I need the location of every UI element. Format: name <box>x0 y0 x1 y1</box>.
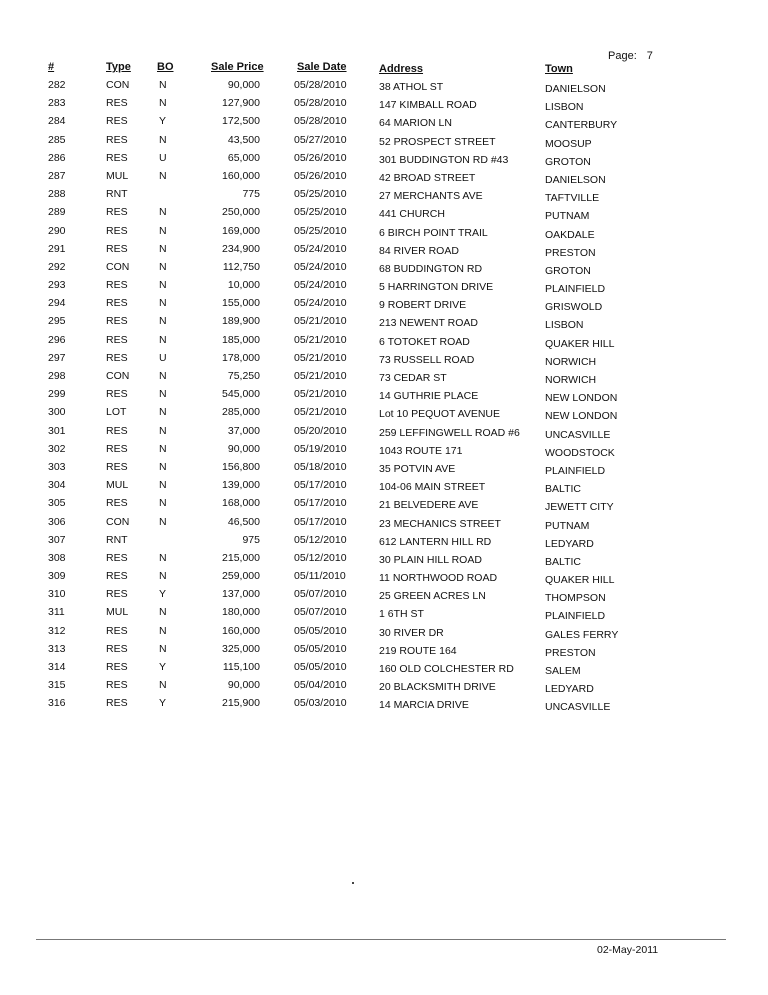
row-sale-price: 90,000 <box>227 442 260 455</box>
row-address: 301 BUDDINGTON RD #43 <box>379 153 509 166</box>
row-sale-date: 05/17/2010 <box>294 497 347 510</box>
row-type: RES <box>106 642 128 655</box>
row-bo: N <box>159 551 167 564</box>
row-sale-price: 180,000 <box>222 606 260 619</box>
row-sale-date: 05/12/2010 <box>294 533 347 546</box>
row-sale-price: 160,000 <box>222 624 260 637</box>
row-sale-date: 05/21/2010 <box>294 388 347 401</box>
table-row <box>0 240 768 258</box>
row-type: CON <box>106 260 130 273</box>
row-sale-date: 05/25/2010 <box>294 188 347 201</box>
row-type: CON <box>106 515 130 528</box>
row-sale-price: 234,900 <box>222 242 260 255</box>
row-number: 295 <box>48 315 66 328</box>
row-type: MUL <box>106 479 129 492</box>
row-town: LEDYARD <box>545 537 594 550</box>
row-number: 283 <box>48 97 66 110</box>
row-sale-date: 05/11/2010 <box>294 570 346 583</box>
row-address: 14 MARCIA DRIVE <box>379 699 469 712</box>
row-type: MUL <box>106 606 129 619</box>
row-town: GALES FERRY <box>545 628 619 641</box>
row-type: RES <box>106 497 128 510</box>
row-bo: Y <box>159 588 167 601</box>
row-sale-date: 05/24/2010 <box>294 260 347 273</box>
row-bo: N <box>159 224 167 237</box>
row-town: PLAINFIELD <box>545 464 606 477</box>
header-bo: BO <box>157 61 174 73</box>
row-address: 64 MARION LN <box>379 117 452 130</box>
row-sale-price: 155,000 <box>222 297 260 310</box>
row-number: 290 <box>48 224 66 237</box>
table-row <box>0 94 768 112</box>
table-header <box>0 61 768 75</box>
row-bo: Y <box>159 697 167 710</box>
row-town: NEW LONDON <box>545 410 618 423</box>
row-number: 315 <box>48 679 66 692</box>
row-sale-price: 185,000 <box>222 333 260 346</box>
header-town: Town <box>545 63 573 75</box>
row-address: 441 CHURCH <box>379 208 445 221</box>
row-town: SALEM <box>545 665 581 677</box>
table-row <box>0 494 768 512</box>
header-number: # <box>48 61 55 73</box>
row-sale-date: 05/19/2010 <box>294 442 347 455</box>
row-bo: N <box>159 606 167 619</box>
row-sale-price: 75,250 <box>227 370 260 382</box>
sales-table-body <box>0 76 768 713</box>
row-address: 612 LANTERN HILL RD <box>379 535 492 548</box>
row-sale-date: 05/17/2010 <box>294 515 347 528</box>
table-row <box>0 276 768 294</box>
scan-speck <box>352 882 354 884</box>
row-town: WOODSTOCK <box>545 446 615 459</box>
row-bo: N <box>159 260 167 273</box>
row-address: 5 HARRINGTON DRIVE <box>379 281 494 294</box>
row-town: GROTON <box>545 264 591 277</box>
row-number: 299 <box>48 388 66 401</box>
row-type: RES <box>106 624 128 637</box>
row-address: 9 ROBERT DRIVE <box>379 299 467 312</box>
row-address: 30 RIVER DR <box>379 626 444 639</box>
row-bo: N <box>159 424 167 437</box>
row-address: 219 ROUTE 164 <box>379 644 457 657</box>
row-address: 52 PROSPECT STREET <box>379 135 496 148</box>
row-number: 288 <box>48 188 66 201</box>
table-row <box>0 567 768 585</box>
table-row <box>0 422 768 440</box>
row-type: RES <box>106 388 128 401</box>
table-row <box>0 76 768 94</box>
row-type: RNT <box>106 188 128 201</box>
row-town: LISBON <box>545 319 584 332</box>
row-bo: N <box>159 497 167 510</box>
row-sale-date: 05/28/2010 <box>294 79 347 91</box>
row-bo: N <box>159 206 167 219</box>
row-bo: U <box>159 151 167 164</box>
row-sale-date: 05/24/2010 <box>294 297 347 310</box>
row-town: JEWETT CITY <box>545 501 614 514</box>
row-bo: N <box>159 333 167 346</box>
row-bo: N <box>159 79 167 91</box>
row-sale-date: 05/21/2010 <box>294 406 347 419</box>
row-sale-price: 65,000 <box>227 151 260 164</box>
row-type: RES <box>106 97 128 110</box>
row-bo: N <box>159 297 167 310</box>
row-sale-date: 05/12/2010 <box>294 551 347 564</box>
row-sale-price: 975 <box>242 533 260 546</box>
row-sale-date: 05/21/2010 <box>294 351 347 364</box>
table-row <box>0 312 768 330</box>
row-sale-price: 160,000 <box>222 169 260 182</box>
row-town: PLAINFIELD <box>545 610 606 623</box>
row-town: BALTIC <box>545 555 581 568</box>
row-number: 309 <box>48 570 66 583</box>
row-address: 38 ATHOL ST <box>379 81 444 93</box>
row-address: Lot 10 PEQUOT AVENUE <box>379 408 500 421</box>
row-sale-date: 05/05/2010 <box>294 624 347 637</box>
row-sale-price: 115,100 <box>222 661 260 673</box>
row-bo: N <box>159 624 167 637</box>
row-bo: N <box>159 279 167 292</box>
row-address: 73 CEDAR ST <box>379 372 447 384</box>
row-type: CON <box>106 79 130 91</box>
row-bo: N <box>159 406 167 419</box>
row-number: 292 <box>48 260 66 273</box>
row-sale-price: 250,000 <box>222 206 260 219</box>
row-address: 1043 ROUTE 171 <box>379 444 463 457</box>
row-type: RES <box>106 224 128 237</box>
header-type: Type <box>106 61 131 73</box>
row-bo: N <box>159 460 167 473</box>
row-sale-price: 545,000 <box>222 388 260 401</box>
row-number: 287 <box>48 169 66 182</box>
row-type: RES <box>106 661 128 673</box>
row-sale-price: 90,000 <box>227 679 260 692</box>
row-type: LOT <box>106 406 127 419</box>
row-address: 1 6TH ST <box>379 608 424 621</box>
row-bo: N <box>159 370 167 382</box>
row-bo: N <box>159 388 167 401</box>
row-type: RES <box>106 333 128 346</box>
row-sale-price: 168,000 <box>222 497 260 510</box>
row-town: BALTIC <box>545 483 581 496</box>
row-address: 104-06 MAIN STREET <box>379 481 486 494</box>
footer-divider <box>36 939 726 940</box>
row-number: 304 <box>48 479 66 492</box>
footer-date: 02-May-2011 <box>597 944 659 956</box>
row-address: 42 BROAD STREET <box>379 171 476 184</box>
page-label: Page: <box>608 50 637 62</box>
row-sale-date: 05/21/2010 <box>294 333 347 346</box>
row-town: QUAKER HILL <box>545 574 615 587</box>
table-row <box>0 331 768 349</box>
row-sale-date: 05/28/2010 <box>294 115 347 128</box>
row-number: 285 <box>48 133 66 146</box>
table-row <box>0 549 768 567</box>
row-sale-date: 05/28/2010 <box>294 97 347 110</box>
row-town: PRESTON <box>545 246 596 259</box>
row-sale-date: 05/04/2010 <box>294 679 347 692</box>
row-number: 301 <box>48 424 66 437</box>
row-address: 20 BLACKSMITH DRIVE <box>379 681 496 694</box>
row-town: DANIELSON <box>545 173 606 186</box>
row-number: 307 <box>48 533 66 546</box>
row-sale-price: 215,900 <box>222 697 260 710</box>
row-number: 298 <box>48 370 66 382</box>
table-row <box>0 676 768 694</box>
row-number: 316 <box>48 697 66 710</box>
header-sale-date: Sale Date <box>297 61 347 73</box>
page-number: 7 <box>646 50 653 62</box>
row-address: 35 POTVIN AVE <box>379 462 456 475</box>
row-number: 303 <box>48 460 66 473</box>
table-row <box>0 149 768 167</box>
row-number: 302 <box>48 442 66 455</box>
row-bo: N <box>159 570 167 583</box>
row-sale-date: 05/26/2010 <box>294 151 347 164</box>
row-number: 311 <box>48 606 65 619</box>
row-bo: N <box>159 679 167 692</box>
row-sale-date: 05/07/2010 <box>294 588 347 601</box>
row-type: RES <box>106 442 128 455</box>
row-sale-date: 05/21/2010 <box>294 370 347 382</box>
row-sale-price: 172,500 <box>222 115 260 128</box>
row-sale-price: 285,000 <box>222 406 260 419</box>
row-sale-date: 05/26/2010 <box>294 169 347 182</box>
header-sale-price: Sale Price <box>211 61 264 73</box>
row-type: RES <box>106 242 128 255</box>
row-type: RES <box>106 115 128 128</box>
table-row <box>0 622 768 640</box>
row-address: 14 GUTHRIE PLACE <box>379 390 479 403</box>
row-town: MOOSUP <box>545 137 592 150</box>
row-sale-price: 137,000 <box>222 588 260 601</box>
row-sale-date: 05/25/2010 <box>294 206 347 219</box>
table-row <box>0 585 768 603</box>
row-type: RES <box>106 351 128 364</box>
row-address: 27 MERCHANTS AVE <box>379 190 483 203</box>
table-row <box>0 185 768 203</box>
row-sale-price: 37,000 <box>227 424 260 437</box>
row-address: 6 BIRCH POINT TRAIL <box>379 226 488 239</box>
row-type: RES <box>106 551 128 564</box>
row-sale-price: 169,000 <box>222 224 260 237</box>
row-number: 310 <box>48 588 66 601</box>
row-number: 294 <box>48 297 66 310</box>
row-sale-date: 05/25/2010 <box>294 224 347 237</box>
row-number: 313 <box>48 642 66 655</box>
row-town: DANIELSON <box>545 83 606 95</box>
row-bo: N <box>159 442 167 455</box>
row-sale-price: 43,500 <box>227 133 260 146</box>
table-row <box>0 694 768 712</box>
row-number: 306 <box>48 515 66 528</box>
table-row <box>0 640 768 658</box>
row-town: LEDYARD <box>545 683 594 696</box>
row-number: 291 <box>48 242 66 255</box>
row-type: RES <box>106 570 128 583</box>
row-town: NEW LONDON <box>545 392 618 405</box>
row-number: 314 <box>48 661 66 673</box>
row-bo: Y <box>159 115 167 128</box>
row-bo: N <box>159 242 167 255</box>
row-address: 11 NORTHWOOD ROAD <box>379 572 498 585</box>
row-address: 73 RUSSELL ROAD <box>379 353 475 366</box>
table-row <box>0 603 768 621</box>
row-address: 213 NEWENT ROAD <box>379 317 478 330</box>
row-town: THOMPSON <box>545 592 606 605</box>
row-address: 84 RIVER ROAD <box>379 244 459 257</box>
row-type: RES <box>106 697 128 710</box>
table-row <box>0 294 768 312</box>
row-bo: N <box>159 515 167 528</box>
row-town: PUTNAM <box>545 210 590 223</box>
header-address: Address <box>379 63 424 75</box>
table-row <box>0 349 768 367</box>
row-sale-date: 05/21/2010 <box>294 315 347 328</box>
row-type: RES <box>106 206 128 219</box>
row-sale-price: 325,000 <box>222 642 260 655</box>
row-sale-date: 05/05/2010 <box>294 661 347 673</box>
row-sale-price: 156,800 <box>222 460 260 473</box>
row-town: GRISWOLD <box>545 301 603 314</box>
row-town: NORWICH <box>545 374 597 386</box>
row-address: 147 KIMBALL ROAD <box>379 99 477 112</box>
row-number: 296 <box>48 333 66 346</box>
row-type: RES <box>106 133 128 146</box>
table-row <box>0 403 768 421</box>
row-type: RES <box>106 297 128 310</box>
row-bo: N <box>159 642 167 655</box>
row-sale-price: 10,000 <box>227 279 260 292</box>
row-type: MUL <box>106 169 129 182</box>
table-row <box>0 258 768 276</box>
table-row <box>0 658 768 676</box>
row-address: 30 PLAIN HILL ROAD <box>379 553 482 566</box>
row-town: TAFTVILLE <box>545 192 600 205</box>
row-town: GROTON <box>545 155 591 168</box>
row-sale-price: 189,900 <box>222 315 260 328</box>
row-town: PUTNAM <box>545 519 590 532</box>
table-row <box>0 112 768 130</box>
row-town: LISBON <box>545 101 584 114</box>
row-sale-date: 05/07/2010 <box>294 606 347 619</box>
table-row <box>0 385 768 403</box>
row-bo: N <box>159 133 167 146</box>
row-town: UNCASVILLE <box>545 428 611 441</box>
row-number: 286 <box>48 151 66 164</box>
row-number: 293 <box>48 279 66 292</box>
row-sale-price: 90,000 <box>227 79 260 91</box>
row-sale-date: 05/24/2010 <box>294 242 347 255</box>
row-address: 25 GREEN ACRES LN <box>379 590 486 603</box>
row-number: 297 <box>48 351 66 364</box>
row-sale-price: 215,000 <box>222 551 260 564</box>
table-row <box>0 367 768 385</box>
row-type: RES <box>106 588 128 601</box>
row-town: NORWICH <box>545 355 597 368</box>
row-number: 284 <box>48 115 66 128</box>
row-address: 68 BUDDINGTON RD <box>379 262 483 275</box>
row-town: CANTERBURY <box>545 119 618 132</box>
row-address: 259 LEFFINGWELL ROAD #6 <box>379 426 520 439</box>
row-sale-date: 05/17/2010 <box>294 479 347 492</box>
row-number: 282 <box>48 79 66 91</box>
row-type: RES <box>106 424 128 437</box>
row-type: RES <box>106 279 128 292</box>
row-type: RES <box>106 679 128 692</box>
row-address: 23 MECHANICS STREET <box>379 517 501 530</box>
row-number: 300 <box>48 406 66 419</box>
row-number: 312 <box>48 624 66 637</box>
row-sale-date: 05/27/2010 <box>294 133 347 146</box>
row-sale-date: 05/05/2010 <box>294 642 347 655</box>
row-address: 21 BELVEDERE AVE <box>379 499 479 512</box>
row-town: OAKDALE <box>545 228 595 241</box>
row-sale-date: 05/20/2010 <box>294 424 347 437</box>
row-sale-date: 05/24/2010 <box>294 279 347 292</box>
table-row <box>0 458 768 476</box>
row-bo: U <box>159 351 167 364</box>
row-type: RES <box>106 151 128 164</box>
row-number: 289 <box>48 206 66 219</box>
row-sale-price: 46,500 <box>227 515 260 528</box>
row-town: UNCASVILLE <box>545 701 611 714</box>
row-sale-date: 05/18/2010 <box>294 460 347 473</box>
row-type: RES <box>106 460 128 473</box>
row-type: RES <box>106 315 128 328</box>
table-row <box>0 167 768 185</box>
row-address: 6 TOTOKET ROAD <box>379 335 470 348</box>
row-sale-price: 259,000 <box>222 570 260 583</box>
row-number: 305 <box>48 497 66 510</box>
table-row <box>0 203 768 221</box>
row-town: QUAKER HILL <box>545 337 615 350</box>
row-town: PLAINFIELD <box>545 283 606 296</box>
table-row <box>0 131 768 149</box>
table-row <box>0 440 768 458</box>
row-type: RNT <box>106 533 128 546</box>
table-row <box>0 513 768 531</box>
row-type: CON <box>106 370 130 382</box>
row-sale-price: 178,000 <box>222 351 260 364</box>
row-sale-price: 127,900 <box>222 97 260 110</box>
row-sale-date: 05/03/2010 <box>294 697 347 710</box>
row-bo: N <box>159 479 167 492</box>
row-town: PRESTON <box>545 646 596 659</box>
table-row <box>0 531 768 549</box>
row-bo: Y <box>159 661 167 673</box>
row-sale-price: 112,750 <box>222 260 260 273</box>
row-bo: N <box>159 315 167 328</box>
row-number: 308 <box>48 551 66 564</box>
table-row <box>0 222 768 240</box>
row-bo: N <box>159 169 167 182</box>
row-sale-price: 139,000 <box>222 479 260 492</box>
row-sale-price: 775 <box>242 188 260 201</box>
row-bo: N <box>159 97 167 110</box>
table-row <box>0 476 768 494</box>
row-address: 160 OLD COLCHESTER RD <box>379 663 514 675</box>
